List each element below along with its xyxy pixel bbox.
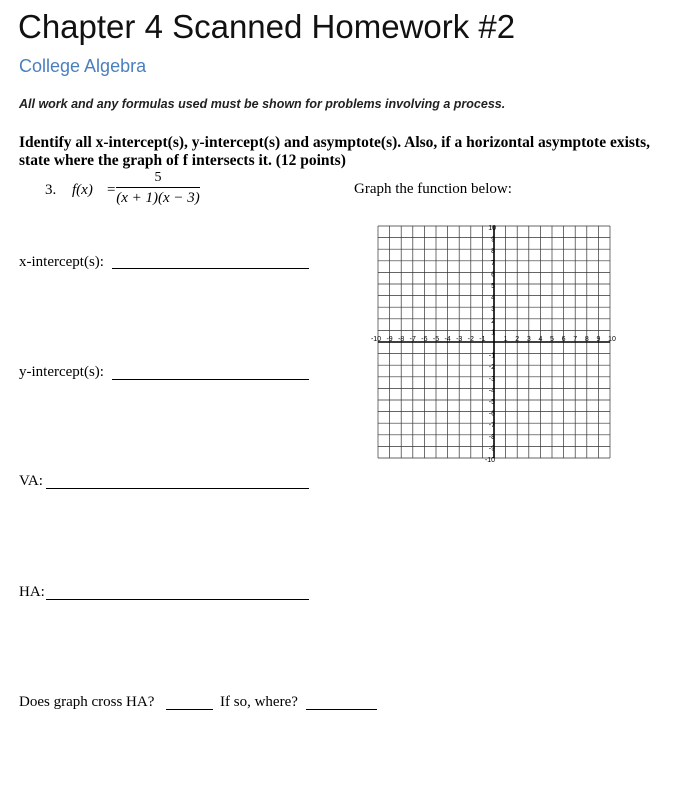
fraction-bar [116, 187, 200, 188]
y-tick-label: 10 [488, 225, 496, 232]
function-fraction [116, 170, 200, 207]
fraction-denominator: (x + 1)(x − 3) [116, 190, 200, 206]
x-tick-label: 8 [584, 336, 589, 343]
y-tick-label: 4 [491, 294, 495, 302]
problem-instructions: Identify all x-intercept(s), y-intercept(s) and asymptote(s). Also, if a horizontal asymptote exists, state where the graph of f intersects it. (12 points) [19, 134, 650, 169]
fraction-numerator: 5 [154, 170, 162, 185]
course-subtitle: College Algebra [19, 56, 147, 76]
x-tick-label: -2 [467, 336, 474, 343]
y-tick-label: -10 [484, 457, 495, 464]
y-tick-label: 7 [491, 259, 495, 267]
x-tick-label: -6 [421, 336, 428, 343]
y-tick-label: 8 [491, 248, 495, 256]
ha-label: HA: [19, 584, 45, 600]
y-tick-label: -5 [488, 399, 495, 406]
y-tick-label: 2 [491, 317, 495, 325]
x-tick-label: -5 [432, 336, 440, 343]
y-tick-label: 6 [491, 271, 495, 279]
y-tick-label: -1 [488, 352, 495, 360]
work-notice: All work and any formulas used must be shown for problems involving a process. [19, 97, 506, 111]
y-tick-label: -9 [488, 445, 495, 453]
page-title: Chapter 4 Scanned Homework #2 [18, 8, 516, 45]
x-tick-label: -10 [370, 336, 382, 343]
y-tick-label: -7 [488, 422, 495, 430]
y-intercept-answer-line[interactable] [112, 379, 309, 380]
x-intercepts-answer-line[interactable] [112, 268, 309, 269]
y-tick-label: -3 [488, 375, 495, 383]
x-tick-label: 7 [573, 336, 578, 343]
y-tick-label: -6 [488, 410, 495, 418]
equals-sign: = [107, 182, 116, 198]
cross-ha-question: Does graph cross HA? [19, 694, 155, 710]
x-intercepts-label: x-intercept(s): [19, 254, 104, 270]
problem-number: 3. [45, 182, 57, 198]
y-intercept-label: y-intercept(s): [19, 364, 104, 380]
function-name: f(x) [72, 182, 93, 198]
x-tick-label: 1 [503, 336, 508, 343]
x-tick-label: -1 [479, 336, 486, 343]
y-tick-label: 1 [491, 329, 495, 337]
x-tick-label: 4 [538, 336, 543, 343]
x-tick-label: 3 [526, 336, 531, 343]
x-tick-label: 5 [550, 336, 554, 343]
where-question: If so, where? [220, 694, 298, 710]
x-tick-label: 9 [596, 336, 601, 343]
y-tick-label: -8 [488, 433, 495, 441]
x-tick-label: -4 [444, 336, 451, 343]
x-tick-label: 10 [608, 336, 616, 343]
x-tick-label: 2 [515, 336, 520, 343]
y-tick-label: 3 [491, 306, 495, 314]
y-tick-label: 9 [491, 236, 495, 244]
va-answer-line[interactable] [46, 488, 309, 489]
x-tick-label: -8 [398, 336, 405, 343]
x-tick-label: -9 [386, 336, 393, 343]
graph-prompt: Graph the function below: [354, 181, 512, 197]
x-tick-label: -3 [456, 336, 463, 343]
ha-answer-line[interactable] [46, 599, 309, 600]
x-tick-label: -7 [409, 336, 416, 343]
y-tick-label: 5 [491, 283, 495, 290]
y-tick-label: -2 [488, 364, 495, 372]
x-tick-label: 6 [561, 336, 566, 343]
cross-ha-answer-line[interactable] [166, 709, 213, 710]
va-label: VA: [19, 473, 43, 489]
coordinate-grid[interactable] [370, 222, 620, 472]
where-answer-line[interactable] [306, 709, 377, 710]
y-tick-label: -4 [488, 387, 495, 395]
